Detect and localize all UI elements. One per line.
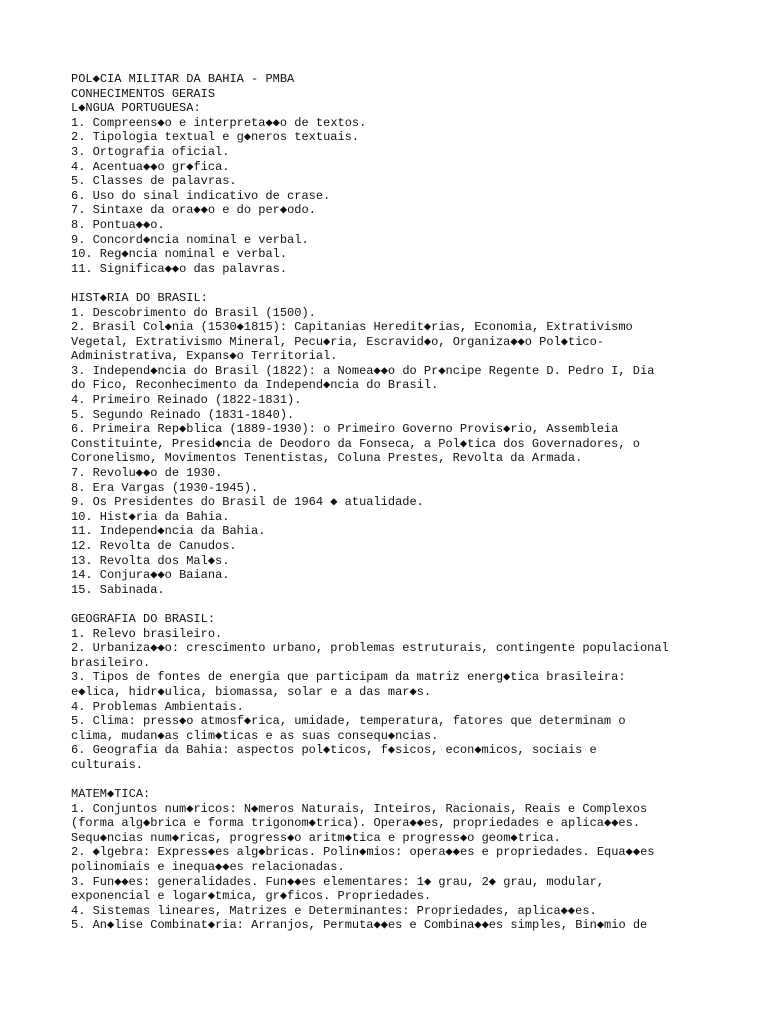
text-line: 2. Tipologia textual e g◆neros textuais. xyxy=(71,130,360,145)
text-line: 2. Brasil Col◆nia (1530◆1815): Capitanias Heredit◆rias, Economia, Extrativismo xyxy=(71,320,633,335)
text-line: 1. Conjuntos num◆ricos: N◆meros Naturais, Inteiros, Racionais, Reais e Complexos xyxy=(71,801,648,816)
text-line: L◆NGUA PORTUGUESA: xyxy=(71,101,201,116)
section-heading-line: HIST◆RIA DO BRASIL: xyxy=(71,290,208,305)
text-line: Administrativa, Expans◆o Territorial. xyxy=(71,349,338,364)
text-line: brasileiro. xyxy=(71,655,151,670)
text-line: culturais. xyxy=(71,757,144,772)
text-line: 15. Sabinada. xyxy=(71,582,165,597)
text-line: 8. Pontua◆◆o. xyxy=(71,217,165,232)
section-1 xyxy=(71,291,711,597)
text-line: do Fico, Reconhecimento da Independ◆ncia do Brasil. xyxy=(71,378,439,393)
text-line: 7. Sintaxe da ora◆◆o e do per◆odo. xyxy=(71,203,316,218)
text-line: 12. Revolta de Canudos. xyxy=(71,539,237,553)
text-line: 5. Classes de palavras. xyxy=(71,174,237,189)
section-heading-line: POL◆CIA MILITAR DA BAHIA - PMBA xyxy=(71,72,295,86)
document-page xyxy=(71,72,711,933)
text-line: 3. Independ◆ncia do Brasil (1822): a Nomea◆◆o do Pr◆ncipe Regente D. Pedro I, Dia xyxy=(71,363,655,378)
text-line: 8. Era Vargas (1930-1945). xyxy=(71,480,259,495)
text-line: exponencial e logar◆tmica, gr◆ficos. Propriedades. xyxy=(71,889,432,904)
text-line: clima, mudan◆as clim◆ticas e as suas consequ◆ncias. xyxy=(71,728,439,743)
text-line: 5. An◆lise Combinat◆ria: Arranjos, Permuta◆◆es e Combina◆◆es simples, Bin◆mio de xyxy=(71,918,648,933)
text-line: 11. Independ◆ncia da Bahia. xyxy=(71,524,266,539)
text-line: 2. ◆lgebra: Express◆es alg◆bricas. Polin◆mios: opera◆◆es e propriedades. Equa◆◆es xyxy=(71,845,655,860)
text-line: 1. Descobrimento do Brasil (1500). xyxy=(71,305,316,320)
text-line: 6. Uso do sinal indicativo de crase. xyxy=(71,188,331,203)
text-line: 10. Hist◆ria da Bahia. xyxy=(71,509,230,524)
text-line: CONHECIMENTOS GERAIS xyxy=(71,86,216,101)
text-line: 5. Segundo Reinado (1831-1840). xyxy=(71,407,295,422)
text-line: 13. Revolta dos Mal◆s. xyxy=(71,553,230,568)
section-gap xyxy=(71,597,711,612)
text-line: 1. Relevo brasileiro. xyxy=(71,626,223,641)
text-line: 11. Significa◆◆o das palavras. xyxy=(71,261,288,276)
text-line: 3. Ortografia oficial. xyxy=(71,144,230,159)
text-line: (forma alg◆brica e forma trigonom◆trica). Opera◆◆es, propriedades e aplica◆◆es. xyxy=(71,816,641,831)
text-line: 3. Tipos de fontes de energia que participam da matriz energ◆tica brasileira: xyxy=(71,670,626,685)
text-line: 3. Fun◆◆es: generalidades. Fun◆◆es elementares: 1◆ grau, 2◆ grau, modular, xyxy=(71,874,605,889)
text-line: 1. Compreens◆o e interpreta◆◆o de textos. xyxy=(71,115,367,130)
text-line: Coronelismo, Movimentos Tenentistas, Coluna Prestes, Revolta da Armada. xyxy=(71,451,583,466)
text-line: 9. Os Presidentes do Brasil de 1964 ◆ atualidade. xyxy=(71,495,424,510)
section-heading-line: GEOGRAFIA DO BRASIL: xyxy=(71,611,216,626)
text-line: 10. Reg◆ncia nominal e verbal. xyxy=(71,247,288,262)
text-line: 4. Acentua◆◆o gr◆fica. xyxy=(71,159,230,174)
section-heading-line: MATEM◆TICA: xyxy=(71,787,151,802)
text-line: 2. Urbaniza◆◆o: crescimento urbano, problemas estruturais, contingente populacional xyxy=(71,641,669,656)
text-line: 6. Geografia da Bahia: aspectos pol◆ticos, f◆sicos, econ◆micos, sociais e xyxy=(71,743,597,758)
section-3 xyxy=(71,787,711,933)
text-line: 4. Problemas Ambientais. xyxy=(71,699,244,714)
text-line: polinomiais e inequa◆◆es relacionadas. xyxy=(71,860,345,875)
text-line: 9. Concord◆ncia nominal e verbal. xyxy=(71,232,309,247)
text-line: Vegetal, Extrativismo Mineral, Pecu◆ria, Escravid◆o, Organiza◆◆o Pol◆tico- xyxy=(71,334,605,349)
text-line: 4. Sistemas lineares, Matrizes e Determinantes: Propriedades, aplica◆◆es. xyxy=(71,903,597,918)
text-line: Sequ◆ncias num◆ricas, progress◆o aritm◆tica e progress◆o geom◆trica. xyxy=(71,830,561,845)
section-gap xyxy=(71,773,711,788)
section-gap xyxy=(71,276,711,291)
text-line: 4. Primeiro Reinado (1822-1831). xyxy=(71,393,302,408)
text-line: 5. Clima: press◆o atmosf◆rica, umidade, temperatura, fatores que determinam o xyxy=(71,714,626,729)
text-line: 7. Revolu◆◆o de 1930. xyxy=(71,466,223,481)
text-line: e◆lica, hidr◆ulica, biomassa, solar e a das mar◆s. xyxy=(71,684,432,699)
text-line: Constituinte, Presid◆ncia de Deodoro da Fonseca, a Pol◆tica dos Governadores, o xyxy=(71,436,640,451)
section-0 xyxy=(71,72,711,276)
text-line: 6. Primeira Rep◆blica (1889-1930): o Primeiro Governo Provis◆rio, Assembleia xyxy=(71,422,619,437)
section-2 xyxy=(71,612,711,773)
text-line: 14. Conjura◆◆o Baiana. xyxy=(71,568,230,583)
